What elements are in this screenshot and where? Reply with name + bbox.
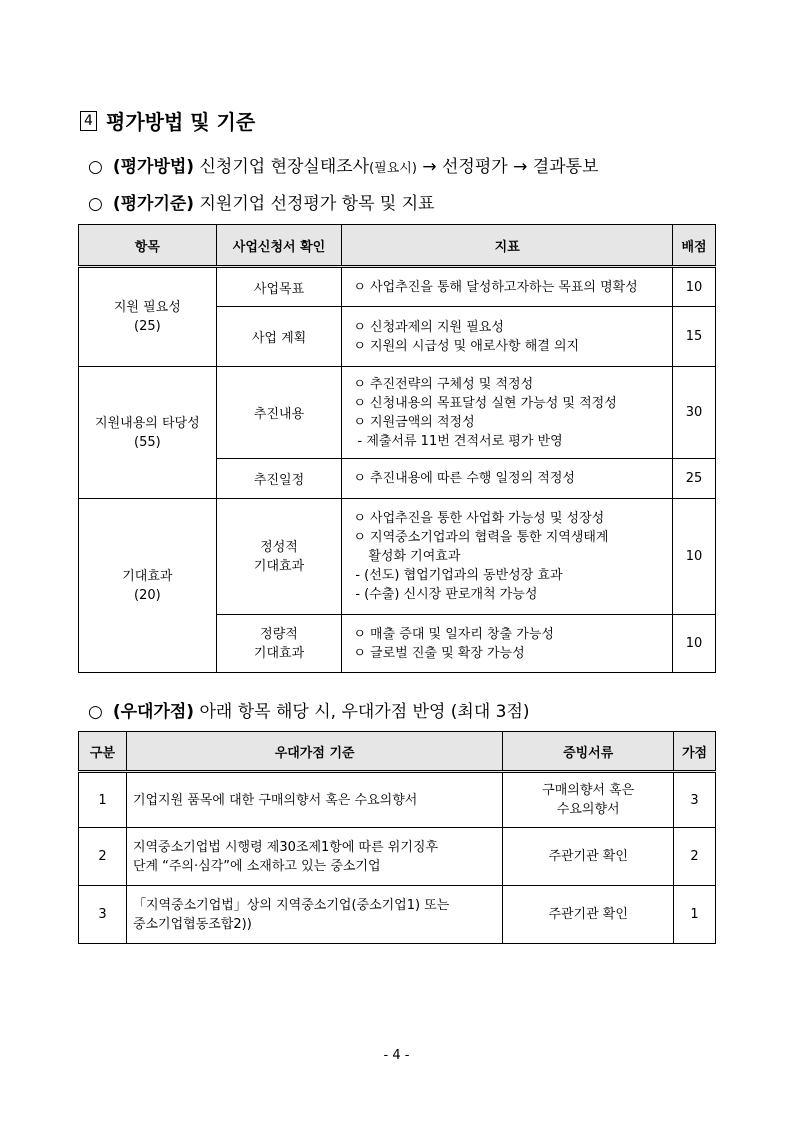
table-row — [79, 267, 716, 307]
criteria-text: 지원기업 선정평가 항목 및 지표 — [194, 194, 435, 214]
bonus-table-header — [79, 732, 716, 772]
doc-cell — [503, 828, 674, 886]
points-cell: 1 — [674, 886, 716, 944]
indicator-line: ㅇ 매출 증대 및 일자리 창출 가능성 — [353, 626, 554, 642]
bullet-circle: ○ — [88, 157, 103, 177]
method-text-b: → 선정평가 → 결과통보 — [416, 157, 599, 177]
points-cell: 2 — [674, 828, 716, 886]
points-cell: 10 — [673, 267, 716, 307]
header-cell: 우대가점 기준 — [126, 732, 502, 772]
no-cell: 1 — [79, 772, 127, 828]
header-cell: 지표 — [342, 225, 673, 267]
indicator-line: ㅇ 추진전략의 구체성 및 적정성 — [353, 376, 534, 392]
points-cell: 15 — [673, 307, 716, 367]
indicator-line: ㅇ 사업추진을 통한 사업화 가능성 및 성장성 — [353, 511, 605, 526]
item-cell: 사업 계획 — [216, 307, 342, 367]
method-text-a: 신청기업 현장실태조사 — [194, 157, 370, 177]
table-row — [79, 828, 716, 886]
section-heading — [80, 106, 255, 135]
group-score: (25) — [134, 319, 161, 334]
item-line: 정량적 — [260, 626, 298, 642]
indicator-cell — [342, 459, 673, 499]
evaluation-table-header — [79, 225, 716, 267]
header-cell: 증빙서류 — [503, 732, 674, 772]
points-cell: 10 — [673, 499, 716, 615]
item-cell — [216, 615, 342, 673]
header-cell: 배점 — [673, 225, 716, 267]
criteria-line: 지역중소기업법 시행령 제30조제1항에 따른 위기징후 — [132, 839, 438, 855]
bonus-table — [78, 731, 716, 944]
points-cell: 30 — [673, 367, 716, 459]
group-score: (20) — [134, 587, 161, 603]
item-cell: 추진내용 — [216, 367, 342, 459]
indicator-line: ㅇ 지원금액의 적정성 — [353, 414, 475, 430]
group-name: 지원내용의 타당성 — [95, 415, 200, 431]
bullet-bonus — [88, 697, 530, 722]
doc-line: 구매의향서 혹은 — [542, 783, 635, 798]
indicator-line: - (수출) 신시장 판로개척 가능성 — [355, 587, 538, 602]
indicator-cell — [342, 367, 673, 459]
indicator-line: 활성화 기여효과 — [368, 549, 461, 564]
indicator-cell — [342, 615, 673, 673]
header-cell: 구분 — [79, 732, 127, 772]
criteria-cell — [126, 828, 502, 886]
indicator-cell — [342, 307, 673, 367]
section-title: 평가방법 및 기준 — [106, 110, 256, 134]
bullet-criteria — [88, 189, 435, 214]
page-number: - 4 - — [383, 1048, 410, 1063]
item-cell: 추진일정 — [216, 459, 342, 499]
header-cell: 항목 — [79, 225, 217, 267]
group-cell — [79, 367, 217, 499]
group-cell — [79, 499, 217, 673]
group-score: (55) — [134, 434, 161, 450]
section-number: 4 — [80, 111, 97, 131]
indicator-line: - (선도) 협업기업과의 동반성장 효과 — [355, 568, 563, 583]
bullet-circle: ○ — [88, 194, 103, 214]
group-name: 지원 필요성 — [113, 300, 181, 315]
item-line: 기대효과 — [253, 558, 305, 574]
indicator-cell — [342, 267, 673, 307]
doc-line: 주관기관 확인 — [548, 849, 628, 864]
criteria-label: (평가기준) — [112, 194, 195, 214]
header-cell: 사업신청서 확인 — [216, 225, 342, 267]
method-label: (평가방법) — [112, 157, 195, 177]
doc-cell — [503, 886, 674, 944]
item-line: 정성적 — [260, 539, 298, 555]
group-name: 기대효과 — [122, 568, 173, 584]
indicator-line: ㅇ 신청과제의 지원 필요성 — [353, 319, 504, 335]
criteria-cell — [126, 772, 502, 828]
table-row — [79, 772, 716, 828]
header-cell: 가점 — [674, 732, 716, 772]
doc-line: 주관기관 확인 — [548, 907, 628, 922]
group-cell — [79, 267, 217, 367]
criteria-line: 중소기업협동조합2)) — [132, 916, 252, 932]
item-cell — [216, 499, 342, 615]
indicator-line: - 제출서류 11번 견적서로 평가 반영 — [353, 433, 563, 449]
indicator-line: ㅇ 글로벌 진출 및 확장 가능성 — [353, 645, 525, 661]
points-cell: 3 — [674, 772, 716, 828]
method-text-small: (필요시) — [369, 161, 417, 176]
no-cell: 3 — [79, 886, 127, 944]
bonus-text: 아래 항목 해당 시, 우대가점 반영 (최대 3점) — [194, 702, 530, 722]
points-cell: 25 — [673, 459, 716, 499]
criteria-line: 기업지원 품목에 대한 구매의향서 혹은 수요의향서 — [132, 792, 418, 808]
bonus-label: (우대가점) — [112, 702, 195, 722]
criteria-line: 「지역중소기업법」상의 지역중소기업(중소기업1) 또는 — [132, 897, 450, 913]
indicator-line: ㅇ 추진내용에 따른 수행 일정의 적정성 — [353, 471, 575, 486]
criteria-cell — [126, 886, 502, 944]
bullet-method — [88, 152, 598, 177]
item-cell: 사업목표 — [216, 267, 342, 307]
indicator-line: ㅇ 지원의 시급성 및 애로사항 해결 의지 — [353, 338, 580, 354]
no-cell: 2 — [79, 828, 127, 886]
table-row — [79, 886, 716, 944]
indicator-cell — [342, 499, 673, 615]
table-row — [79, 499, 716, 615]
table-row — [79, 367, 716, 459]
indicator-line: ㅇ 신청내용의 목표달성 실현 가능성 및 적정성 — [353, 395, 617, 411]
doc-line: 수요의향서 — [556, 802, 620, 817]
evaluation-table — [78, 224, 716, 673]
item-line: 기대효과 — [253, 645, 305, 661]
criteria-line: 단계 “주의·심각”에 소재하고 있는 중소기업 — [132, 858, 381, 874]
indicator-line: ㅇ 지역중소기업과의 협력을 통한 지역생태계 — [353, 530, 609, 545]
indicator-line: ㅇ 사업추진을 통해 달성하고자하는 목표의 명확성 — [353, 279, 638, 295]
points-cell: 10 — [673, 615, 716, 673]
doc-cell — [503, 772, 674, 828]
bullet-circle: ○ — [88, 702, 103, 722]
